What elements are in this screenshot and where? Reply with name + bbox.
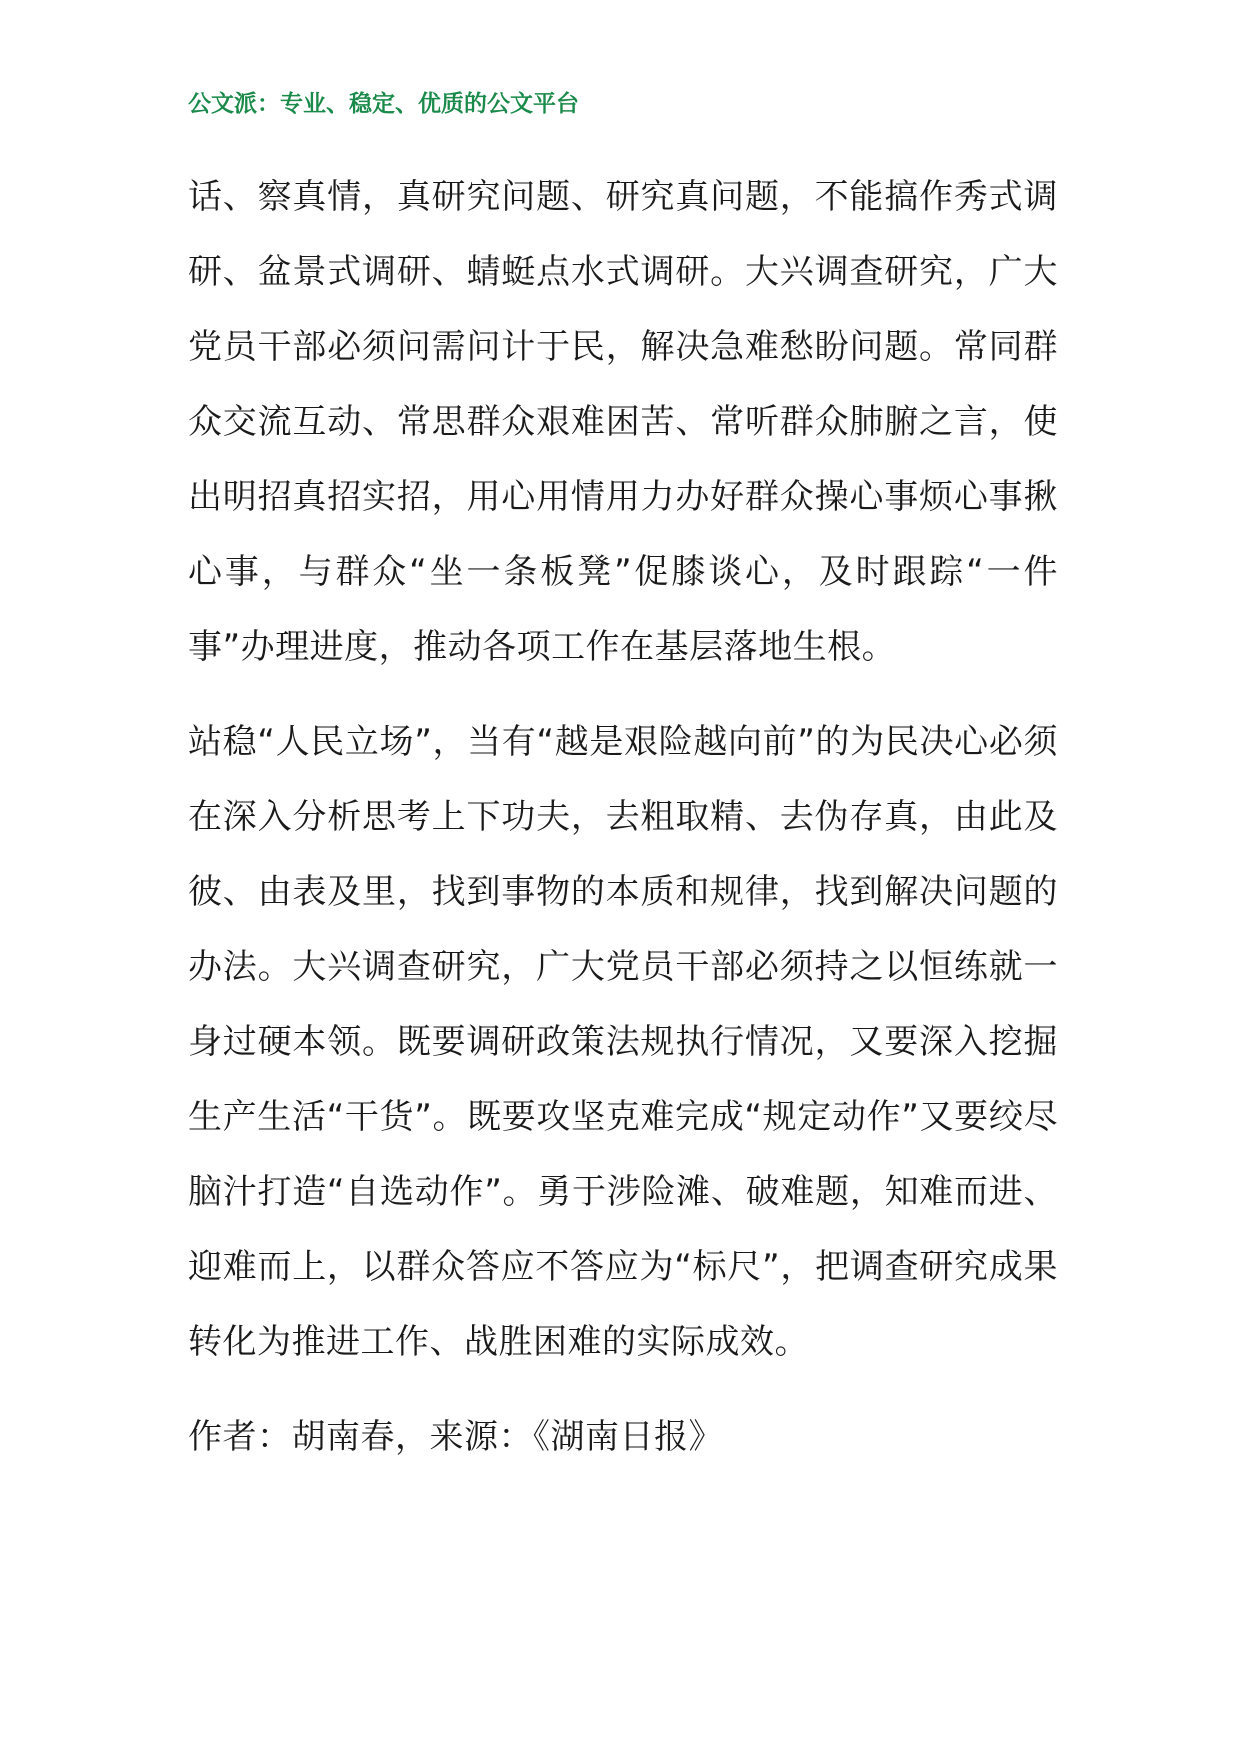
paragraph: 话、察真情，真研究问题、研究真问题，不能搞作秀式调研、盆景式调研、蜻蜓点水式调研。大兴调查研究，广大党员干部必须问需问计于民，解决急难愁盼问题。常同群众交流互动、常思群众艰难困苦、常听群众肺腑之言，使出明招真招实招，用心用情用力办好群众操心事烦心事揪心事，与群众“坐一条板凳”促膝谈心，及时跟踪“一件事”办理进度，推动各项工作在基层落地生根。: [188, 177, 1058, 667]
article-body: [188, 160, 1058, 1475]
paragraph: 站稳“人民立场”，当有“越是艰险越向前”的为民决心必须在深入分析思考上下功夫，去粗取精、去伪存真，由此及彼、由表及里，找到事物的本质和规律，找到解决问题的办法。大兴调查研究，广大党员干部必须持之以恒练就一身过硬本领。既要调研政策法规执行情况，又要深入挖掘生产生活“干货”。既要攻坚克难完成“规定动作”又要绞尽脑汁打造“自选动作”。勇于涉险滩、破难题，知难而进、迎难而上，以群众答应不答应为“标尺”，把调查研究成果转化为推进工作、战胜困难的实际成效。: [188, 722, 1058, 1362]
page-header: 公文派：专业、稳定、优质的公文平台: [188, 90, 579, 117]
author-source-line: 作者：胡南春，来源：《湖南日报》: [188, 1417, 723, 1457]
